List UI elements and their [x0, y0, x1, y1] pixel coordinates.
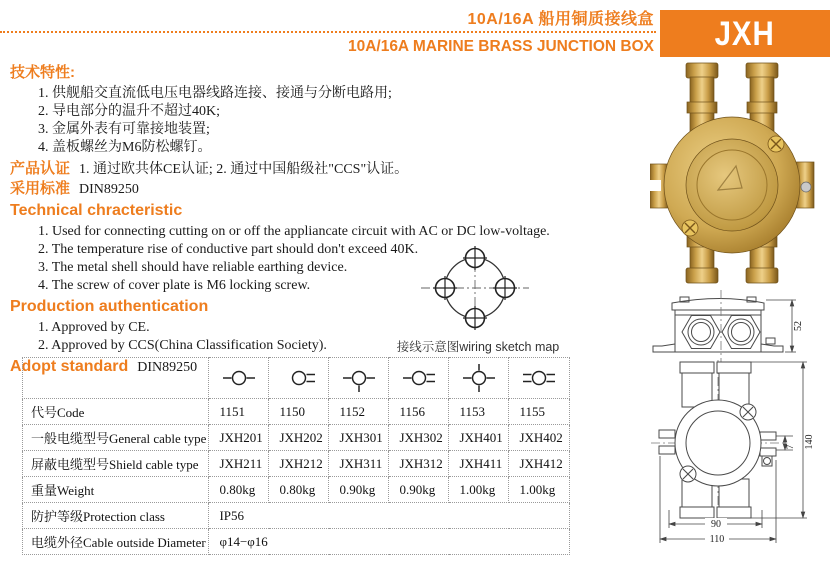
shield-type-cell: JXH212: [269, 451, 329, 477]
model-badge: [660, 10, 830, 57]
four-outlet-cross-icon: [457, 363, 501, 393]
dim-width-label: 110: [709, 534, 725, 545]
table-row-cable-diameter: [23, 529, 570, 555]
wiring-sketch: [385, 244, 571, 355]
adopt-standard-label: Adopt standard: [10, 358, 129, 375]
tech-item-en: 1. Used for connecting cutting on or off the appliancate circuit with AC or DC low-voltage.: [38, 224, 550, 239]
table-row-symbols: [23, 358, 570, 399]
symbols-row-blank-cell: [23, 358, 209, 399]
code-cell: 1156: [389, 399, 449, 425]
weight-cell: 0.80kg: [269, 477, 329, 503]
shield-type-cell: JXH411: [449, 451, 509, 477]
code-cell: 1150: [269, 399, 329, 425]
row-label: 电缆外径Cable outside Diameter: [23, 529, 209, 555]
code-cell: 1153: [449, 399, 509, 425]
tech-items-zh: [10, 85, 642, 157]
general-type-cell: JXH401: [449, 425, 509, 451]
two-outlet-inline-icon: [217, 363, 261, 393]
junction-symbol: [209, 358, 269, 399]
general-type-cell: JXH402: [509, 425, 570, 451]
dim-gland-span-label: 90: [711, 519, 721, 530]
dim-height-label: 140: [804, 434, 815, 450]
table-row-code: [23, 399, 570, 425]
code-cell: 1155: [509, 399, 570, 425]
certification-text-zh: 1. 通过欧共体CE认证; 2. 通过中国船级社"CCS"认证。: [79, 162, 409, 177]
shield-type-cell: JXH211: [209, 451, 269, 477]
shield-type-cell: JXH311: [329, 451, 389, 477]
shield-type-cell: JXH312: [389, 451, 449, 477]
code-cell: 1152: [329, 399, 389, 425]
weight-cell: 0.90kg: [389, 477, 449, 503]
model-badge-text: JXH: [714, 13, 776, 53]
wiring-sketch-caption: 接线示意图wiring sketch map: [396, 340, 560, 354]
junction-symbol: [449, 358, 509, 399]
tech-item-en: 2. The temperature rise of conductive part should don't exceed 40K.: [38, 242, 419, 257]
header-dotted-rule: [0, 31, 656, 33]
page-title-en: 10A/16A MARINE BRASS JUNCTION BOX: [347, 38, 654, 55]
weight-cell: 0.90kg: [329, 477, 389, 503]
general-type-cell: JXH202: [269, 425, 329, 451]
table-row-protection: [23, 503, 570, 529]
three-outlet-tee-icon: [337, 363, 381, 393]
tech-item-zh: 1. 供舰船交直流低电压电器线路连接、接通与分断电路用;: [38, 86, 392, 101]
standard-value-zh: DIN89250: [79, 182, 139, 197]
junction-symbol: [269, 358, 329, 399]
tech-item-en: 3. The metal shell should have reliable earthing device.: [38, 260, 348, 275]
three-outlet-side-icon: [397, 363, 441, 393]
row-label: 代号Code: [23, 399, 209, 425]
code-cell: 1151: [209, 399, 269, 425]
certification-label-zh: 产品认证: [10, 160, 71, 177]
authentication-item: 1. Approved by CE.: [38, 320, 150, 335]
dim-depth-label: 52: [793, 321, 804, 331]
tech-item-zh: 2. 导电部分的温升不超过40K;: [38, 104, 220, 119]
row-label: 一般电缆型号General cable type: [23, 425, 209, 451]
general-type-cell: JXH302: [389, 425, 449, 451]
tech-heading-zh: 技术特性:: [10, 64, 75, 81]
tech-item-zh: 3. 金属外表有可靠接地装置;: [38, 122, 210, 137]
adopt-standard-value: DIN89250: [137, 360, 198, 375]
tech-item-en: 4. The screw of cover plate is M6 locking screw.: [38, 278, 311, 293]
product-photo: [650, 58, 825, 288]
shield-type-cell: JXH412: [509, 451, 570, 477]
four-outlet-double-icon: [517, 363, 561, 393]
side-view-drawing: [648, 288, 808, 366]
junction-symbol: [389, 358, 449, 399]
general-type-cell: JXH201: [209, 425, 269, 451]
authentication-heading: Production authentication: [10, 298, 209, 315]
certification-line-zh: [10, 160, 642, 179]
weight-cell: 0.80kg: [209, 477, 269, 503]
general-type-cell: JXH301: [329, 425, 389, 451]
row-label: 屏蔽电缆型号Shield cable type: [23, 451, 209, 477]
row-label: 重量Weight: [23, 477, 209, 503]
tech-heading-en: Technical chracteristic: [10, 202, 183, 219]
row-label: 防护等级Protection class: [23, 503, 209, 529]
junction-symbol: [509, 358, 570, 399]
wiring-sketch-icon: [393, 244, 563, 330]
standard-label-zh: 采用标准: [10, 180, 71, 197]
front-view-drawing: [645, 360, 830, 560]
two-outlet-one-side-icon: [277, 363, 321, 393]
weight-cell: 1.00kg: [449, 477, 509, 503]
protection-class-cell: IP56: [209, 503, 570, 529]
standard-line-zh: [10, 180, 642, 199]
authentication-item: 2. Approved by CCS(China Classification Society).: [38, 338, 327, 353]
table-row-general-cable: [23, 425, 570, 451]
weight-cell: 1.00kg: [509, 477, 570, 503]
table-row-shield-cable: [23, 451, 570, 477]
cable-diameter-cell: φ14−φ16: [209, 529, 570, 555]
tech-item-zh: 4. 盖板螺丝为M6防松螺钉。: [38, 140, 212, 155]
dim-lug-label: 7: [785, 444, 795, 450]
junction-symbol: [329, 358, 389, 399]
page-title-zh: 10A/16A 船用铜质接线盒: [467, 11, 654, 28]
spec-table: [22, 357, 570, 555]
table-row-weight: [23, 477, 570, 503]
